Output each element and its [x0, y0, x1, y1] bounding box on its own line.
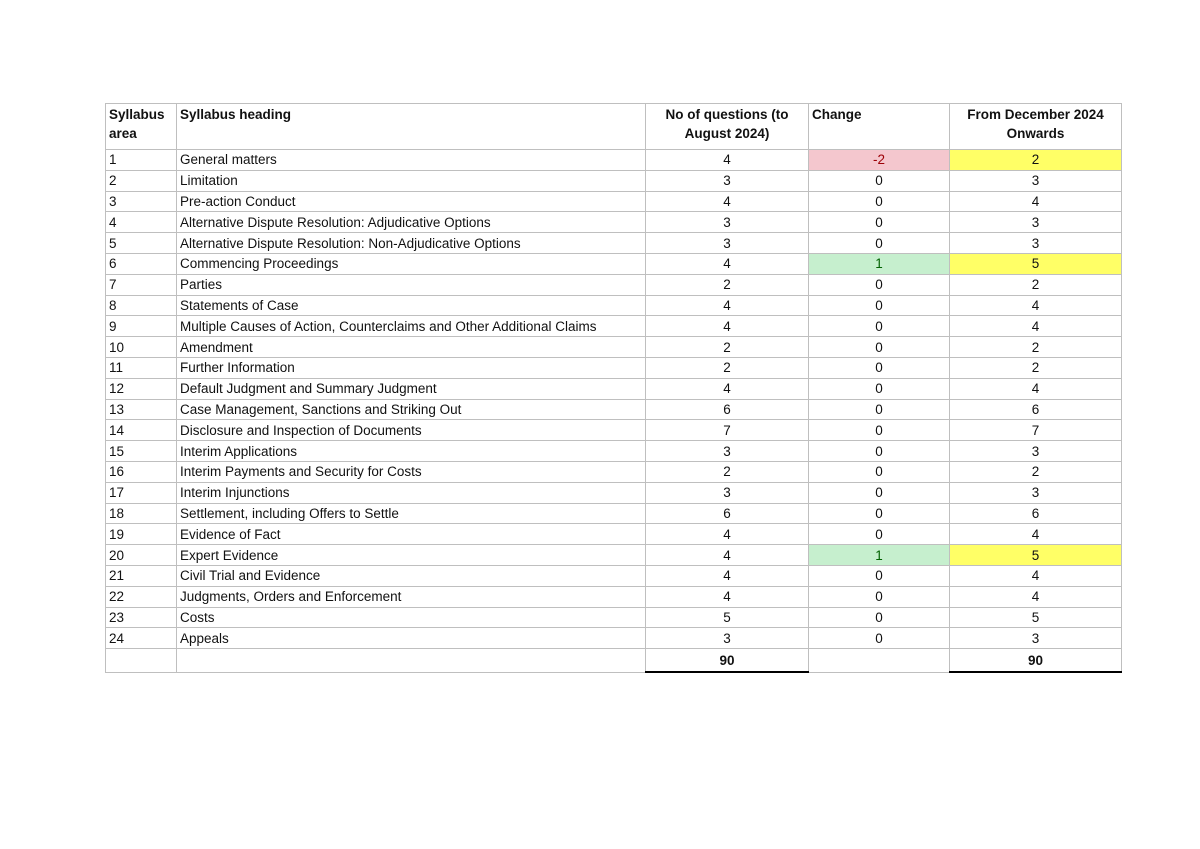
change-cell: 0 — [809, 212, 950, 233]
from-cell: 2 — [950, 357, 1122, 378]
questions-cell: 4 — [646, 565, 809, 586]
from-cell: 5 — [950, 253, 1122, 274]
table-footer — [106, 649, 1122, 673]
table-row — [106, 170, 1122, 191]
table-row — [106, 420, 1122, 441]
table-row — [106, 441, 1122, 462]
questions-cell: 3 — [646, 233, 809, 254]
heading-cell: Interim Injunctions — [177, 482, 646, 503]
header-syllabus-heading: Syllabus heading — [177, 104, 646, 150]
table-row — [106, 295, 1122, 316]
change-cell: 0 — [809, 378, 950, 399]
area-cell: 7 — [106, 274, 177, 295]
questions-cell: 3 — [646, 482, 809, 503]
questions-cell: 7 — [646, 420, 809, 441]
heading-cell: Interim Payments and Security for Costs — [177, 461, 646, 482]
change-cell: 1 — [809, 545, 950, 566]
heading-cell: Case Management, Sanctions and Striking Out — [177, 399, 646, 420]
change-cell: 0 — [809, 357, 950, 378]
area-cell: 13 — [106, 399, 177, 420]
from-cell: 2 — [950, 461, 1122, 482]
change-cell: 0 — [809, 628, 950, 649]
header-syllabus-area: Syllabus area — [106, 104, 177, 150]
area-cell: 16 — [106, 461, 177, 482]
table-row — [106, 628, 1122, 649]
change-cell: 0 — [809, 295, 950, 316]
area-cell: 2 — [106, 170, 177, 191]
questions-cell: 4 — [646, 253, 809, 274]
area-cell: 6 — [106, 253, 177, 274]
syllabus-sheet — [105, 103, 1121, 673]
area-cell: 17 — [106, 482, 177, 503]
heading-cell: Pre-action Conduct — [177, 191, 646, 212]
total-change-cell — [809, 649, 950, 673]
from-cell: 7 — [950, 420, 1122, 441]
change-cell: 0 — [809, 233, 950, 254]
from-cell: 3 — [950, 441, 1122, 462]
heading-cell: Judgments, Orders and Enforcement — [177, 586, 646, 607]
heading-cell: Interim Applications — [177, 441, 646, 462]
questions-cell: 4 — [646, 524, 809, 545]
area-cell: 14 — [106, 420, 177, 441]
heading-cell: Appeals — [177, 628, 646, 649]
questions-cell: 2 — [646, 274, 809, 295]
change-cell: 0 — [809, 461, 950, 482]
area-cell: 8 — [106, 295, 177, 316]
from-cell: 4 — [950, 316, 1122, 337]
change-cell: 0 — [809, 191, 950, 212]
syllabus-table — [105, 103, 1122, 673]
from-cell: 2 — [950, 337, 1122, 358]
table-row — [106, 545, 1122, 566]
from-cell: 2 — [950, 150, 1122, 171]
area-cell: 4 — [106, 212, 177, 233]
from-cell: 5 — [950, 607, 1122, 628]
change-cell: 0 — [809, 524, 950, 545]
heading-cell: Expert Evidence — [177, 545, 646, 566]
change-cell: 0 — [809, 565, 950, 586]
change-cell: 0 — [809, 482, 950, 503]
questions-cell: 4 — [646, 316, 809, 337]
table-row — [106, 150, 1122, 171]
questions-cell: 3 — [646, 170, 809, 191]
heading-cell: Statements of Case — [177, 295, 646, 316]
heading-cell: Limitation — [177, 170, 646, 191]
table-row — [106, 191, 1122, 212]
change-cell: 0 — [809, 607, 950, 628]
header-change: Change — [809, 104, 950, 150]
table-row — [106, 399, 1122, 420]
from-cell: 3 — [950, 482, 1122, 503]
area-cell: 9 — [106, 316, 177, 337]
change-cell: 0 — [809, 420, 950, 441]
heading-cell: Parties — [177, 274, 646, 295]
area-cell: 5 — [106, 233, 177, 254]
heading-cell: Amendment — [177, 337, 646, 358]
area-cell: 11 — [106, 357, 177, 378]
change-cell: 0 — [809, 170, 950, 191]
table-row — [106, 482, 1122, 503]
questions-cell: 4 — [646, 150, 809, 171]
table-row — [106, 274, 1122, 295]
area-cell: 15 — [106, 441, 177, 462]
from-cell: 4 — [950, 191, 1122, 212]
table-row — [106, 233, 1122, 254]
questions-cell: 4 — [646, 191, 809, 212]
change-cell: 0 — [809, 316, 950, 337]
table-row — [106, 212, 1122, 233]
heading-cell: Default Judgment and Summary Judgment — [177, 378, 646, 399]
change-cell: 0 — [809, 337, 950, 358]
questions-cell: 4 — [646, 545, 809, 566]
from-cell: 6 — [950, 399, 1122, 420]
table-row — [106, 503, 1122, 524]
total-from-cell: 90 — [950, 649, 1122, 673]
questions-cell: 4 — [646, 586, 809, 607]
questions-cell: 4 — [646, 295, 809, 316]
from-cell: 4 — [950, 565, 1122, 586]
heading-cell: Evidence of Fact — [177, 524, 646, 545]
from-cell: 2 — [950, 274, 1122, 295]
heading-cell: General matters — [177, 150, 646, 171]
questions-cell: 2 — [646, 337, 809, 358]
table-row — [106, 461, 1122, 482]
questions-cell: 3 — [646, 628, 809, 649]
heading-cell: Settlement, including Offers to Settle — [177, 503, 646, 524]
questions-cell: 6 — [646, 399, 809, 420]
table-header — [106, 104, 1122, 150]
table-row — [106, 607, 1122, 628]
change-cell: -2 — [809, 150, 950, 171]
from-cell: 4 — [950, 295, 1122, 316]
change-cell: 0 — [809, 586, 950, 607]
area-cell: 24 — [106, 628, 177, 649]
header-row — [106, 104, 1122, 150]
questions-cell: 3 — [646, 441, 809, 462]
table-row — [106, 316, 1122, 337]
table-row — [106, 357, 1122, 378]
area-cell: 21 — [106, 565, 177, 586]
change-cell: 0 — [809, 399, 950, 420]
heading-cell: Multiple Causes of Action, Counterclaims and Other Additional Claims — [177, 316, 646, 337]
header-from-dec-2024: From December 2024 Onwards — [950, 104, 1122, 150]
from-cell: 3 — [950, 170, 1122, 191]
heading-cell: Commencing Proceedings — [177, 253, 646, 274]
heading-cell: Costs — [177, 607, 646, 628]
area-cell: 3 — [106, 191, 177, 212]
from-cell: 4 — [950, 586, 1122, 607]
total-heading-cell — [177, 649, 646, 673]
heading-cell: Disclosure and Inspection of Documents — [177, 420, 646, 441]
questions-cell: 5 — [646, 607, 809, 628]
questions-cell: 2 — [646, 357, 809, 378]
total-questions-cell: 90 — [646, 649, 809, 673]
area-cell: 20 — [106, 545, 177, 566]
header-questions-to-aug-2024: No of questions (to August 2024) — [646, 104, 809, 150]
table-row — [106, 524, 1122, 545]
table-row — [106, 253, 1122, 274]
table-body — [106, 150, 1122, 649]
area-cell: 10 — [106, 337, 177, 358]
questions-cell: 4 — [646, 378, 809, 399]
table-row — [106, 337, 1122, 358]
heading-cell: Alternative Dispute Resolution: Adjudicative Options — [177, 212, 646, 233]
from-cell: 4 — [950, 524, 1122, 545]
table-row — [106, 586, 1122, 607]
change-cell: 0 — [809, 441, 950, 462]
change-cell: 1 — [809, 253, 950, 274]
heading-cell: Further Information — [177, 357, 646, 378]
totals-row — [106, 649, 1122, 673]
area-cell: 12 — [106, 378, 177, 399]
from-cell: 3 — [950, 233, 1122, 254]
heading-cell: Civil Trial and Evidence — [177, 565, 646, 586]
change-cell: 0 — [809, 503, 950, 524]
area-cell: 23 — [106, 607, 177, 628]
from-cell: 3 — [950, 628, 1122, 649]
from-cell: 6 — [950, 503, 1122, 524]
questions-cell: 2 — [646, 461, 809, 482]
area-cell: 18 — [106, 503, 177, 524]
questions-cell: 6 — [646, 503, 809, 524]
area-cell: 22 — [106, 586, 177, 607]
from-cell: 3 — [950, 212, 1122, 233]
total-area-cell — [106, 649, 177, 673]
heading-cell: Alternative Dispute Resolution: Non-Adjudicative Options — [177, 233, 646, 254]
area-cell: 1 — [106, 150, 177, 171]
from-cell: 4 — [950, 378, 1122, 399]
table-row — [106, 378, 1122, 399]
change-cell: 0 — [809, 274, 950, 295]
area-cell: 19 — [106, 524, 177, 545]
questions-cell: 3 — [646, 212, 809, 233]
table-row — [106, 565, 1122, 586]
from-cell: 5 — [950, 545, 1122, 566]
